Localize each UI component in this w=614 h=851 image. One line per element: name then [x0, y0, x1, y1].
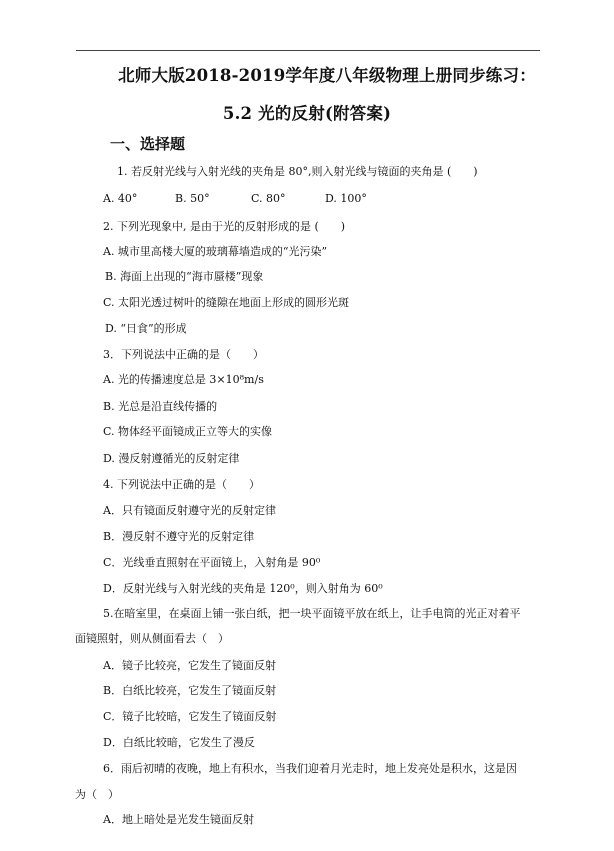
option-a: A. 40°: [103, 192, 138, 205]
question-2-option-b: B. 海面上出现的“海市蜃楼”现象: [105, 270, 264, 283]
option-b: B. 50°: [175, 192, 210, 205]
question-4-option-d: D．反射光线与入射光线的夹角是 120⁰，则入射角为 60⁰: [103, 582, 383, 595]
question-3-option-d: D. 漫反射遵循光的反射定律: [103, 452, 240, 465]
question-6-option-a: A．地上暗处是光发生镜面反射: [103, 813, 254, 826]
document-title-line1: 北师大版2018-2019学年度八年级物理上册同步练习：: [118, 66, 536, 85]
question-4-option-b: B．漫反射不遵守光的反射定律: [103, 530, 255, 543]
question-3-option-b: B. 光总是沿直线传播的: [103, 400, 218, 413]
question-5-option-b: B．白纸比较亮，它发生了镜面反射: [103, 684, 277, 697]
question-5-option-d: D．白纸比较暗，它发生了漫反: [103, 736, 255, 749]
option-d: D. 100°: [325, 192, 367, 205]
question-2-stem: 2. 下列光现象中, 是由于光的反射形成的是 ( ): [103, 220, 346, 233]
question-4-option-a: A．只有镜面反射遵守光的反射定律: [103, 504, 276, 517]
question-4-stem: 4. 下列说法中正确的是（ ）: [103, 478, 260, 491]
question-4-option-c: C．光线垂直照射在平面镜上，入射角是 90⁰: [103, 556, 321, 569]
header-rule: [76, 50, 540, 51]
section-heading: 一、选择题: [110, 135, 186, 153]
question-5-stem-line2: 面镜照射，则从侧面看去（ ）: [75, 632, 229, 645]
option-c: C. 80°: [251, 192, 286, 205]
question-3-option-a: A. 光的传播速度总是 3×10⁸m/s: [103, 373, 264, 386]
question-5-option-a: A．镜子比较亮，它发生了镜面反射: [103, 659, 276, 672]
question-5-stem-line1: 5.在暗室里，在桌面上铺一张白纸，把一块平面镜平放在纸上，让手电筒的光正对着平: [103, 607, 521, 620]
question-2-option-d: D. “日食”的形成: [105, 322, 187, 335]
question-6-stem-line2: 为（ ）: [75, 788, 119, 801]
question-2-option-a: A. 城市里高楼大厦的玻璃幕墙造成的“光污染”: [103, 245, 328, 258]
question-1-stem: 1. 若反射光线与入射光线的夹角是 80°,则入射光线与镜面的夹角是 ( ): [117, 165, 478, 178]
question-5-option-c: C．镜子比较暗，它发生了镜面反射: [103, 710, 277, 723]
question-1-options: [103, 192, 367, 206]
question-2-option-c: C. 太阳光透过树叶的缝隙在地面上形成的圆形光斑: [103, 296, 350, 309]
question-3-option-c: C. 物体经平面镜成正立等大的实像: [103, 425, 273, 438]
document-title-line2: 5.2 光的反射(附答案): [222, 104, 392, 123]
question-6-stem-line1: 6．雨后初晴的夜晚，地上有积水，当我们迎着月光走时，地上发亮处是积水，这是因: [103, 762, 517, 775]
question-3-stem: 3．下列说法中正确的是（ ）: [103, 348, 264, 361]
